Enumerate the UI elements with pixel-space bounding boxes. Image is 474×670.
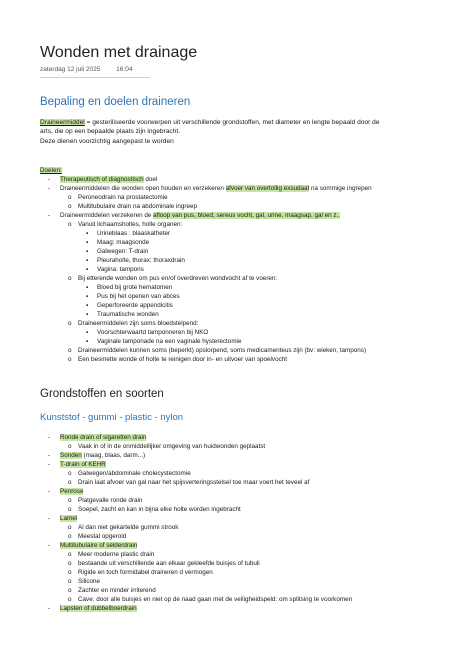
page-datetime bbox=[40, 66, 132, 73]
goal-2-sub-2: Multitubulaire drain na abdominale ingreep bbox=[78, 203, 198, 210]
bullet-dash: - bbox=[48, 605, 51, 612]
material-item-4: Penrose bbox=[60, 488, 84, 495]
bullet-square: ▪ bbox=[86, 257, 89, 264]
bullet-square: ▪ bbox=[86, 293, 89, 300]
bullet-circle: o bbox=[68, 497, 72, 504]
page-time: 16:04 bbox=[116, 66, 133, 73]
bullet-square: ▪ bbox=[86, 338, 89, 345]
material-item-7: Lapsten of dubbelboerdrain bbox=[60, 605, 137, 612]
definition-line-2: arts, die op een bepaalde plaats zijn ingebracht. bbox=[40, 128, 181, 136]
bullet-square: ▪ bbox=[86, 284, 89, 291]
bullet-square: ▪ bbox=[86, 230, 89, 237]
bullet-circle: o bbox=[68, 479, 72, 486]
material-item-1-sub-1: Vaak in of in de onmiddellijker omgeving van huidwonden geplaatst bbox=[78, 443, 266, 450]
goal-3-sub-5: Een besmette wonde of holte te reinigen door in- en uitvoer van spoelvocht bbox=[78, 356, 287, 363]
bullet-circle: o bbox=[68, 551, 72, 558]
goal-3-sub-2-item-1: Bloed bij grote hematomen bbox=[97, 284, 173, 291]
bullet-circle: o bbox=[68, 533, 72, 540]
bullet-dash: - bbox=[48, 515, 51, 522]
definition-paragraph bbox=[40, 118, 440, 146]
bullet-dash: - bbox=[48, 452, 51, 459]
material-item-3-sub-1: Galwegen/abdominale cholecystectomie bbox=[78, 470, 191, 477]
bullet-circle: o bbox=[68, 569, 72, 576]
goal-3-sub-1-item-1: Urineblaas : blaaskatheter bbox=[97, 230, 171, 237]
bullet-dash: - bbox=[48, 176, 51, 183]
material-item-5-sub-1: Al dan niet gekartelde gummi strook bbox=[78, 524, 179, 531]
goal-3-sub-2-item-3: Geperforeerde appendicitis bbox=[97, 302, 173, 309]
material-item-6-sub-3: Rigide en toch formidabel draineren d vermogen bbox=[78, 569, 213, 576]
definition-term: Draineermiddel bbox=[40, 119, 85, 126]
material-item-5-sub-2: Meestal opgerold bbox=[78, 533, 127, 540]
bullet-dash: - bbox=[48, 434, 51, 441]
goal-3-sub-2-item-2: Pus bij het openen van abces bbox=[97, 293, 180, 300]
heading-grondstoffen: Grondstoffen en soorten bbox=[40, 388, 164, 400]
bullet-circle: o bbox=[68, 560, 72, 567]
goal-3-sub-1: Vanuit lichaamsholtes, holle organen: bbox=[78, 221, 183, 228]
material-item-6-sub-2: bestaande uit verschillende aan elkaar gekleefde buisjes of tubuli bbox=[78, 560, 260, 567]
goal-3-sub-3-item-2: Vaginale tamponade na een vaginale hysterectomie bbox=[97, 338, 242, 345]
bullet-circle: o bbox=[68, 596, 72, 603]
goal-3: Draineermiddelen verzekeren de afloop van pus, bloed, sereus vocht, gal, urine, maagsap, gal en z.. bbox=[60, 212, 341, 219]
goal-2-sub-1: Peroneodrain na prostatectomie bbox=[78, 194, 168, 201]
bullet-square: ▪ bbox=[86, 311, 89, 318]
bullet-square: ▪ bbox=[86, 266, 89, 273]
bullet-circle: o bbox=[68, 203, 72, 210]
material-item-6-sub-5: Zachter en minder irriterend bbox=[78, 587, 156, 594]
bullet-square: ▪ bbox=[86, 239, 89, 246]
material-item-6-sub-4: Silicone bbox=[78, 578, 101, 585]
goal-3-sub-3: Draineermiddelen zijn soms bloedstelpend: bbox=[78, 320, 199, 327]
bullet-circle: o bbox=[68, 506, 72, 513]
heading-bepaling: Bepaling en doelen draineren bbox=[40, 96, 191, 108]
goal-3-sub-2: Bij etterende wonden om pus en/of overdreven wondvocht af te voeren: bbox=[78, 275, 278, 282]
goal-3-sub-1-item-3: Galwegen: T-drain bbox=[97, 248, 149, 255]
goal-3-sub-1-item-4: Pleuraholte, thorax: thoraxdrain bbox=[97, 257, 185, 264]
page-date: zaterdag 12 juli 2025 bbox=[40, 66, 101, 73]
goal-1: Therapeutisch of diagnostisch doel bbox=[60, 176, 158, 183]
material-item-4-sub-1: Platgevalle ronde drain bbox=[78, 497, 143, 504]
material-item-3: T-drain of KEHR bbox=[60, 461, 106, 468]
definition-line-3: Deze dienen voorzichtig aangepast te worden bbox=[40, 137, 174, 145]
bullet-dash: - bbox=[48, 542, 51, 549]
bullet-circle: o bbox=[68, 320, 72, 327]
goal-3-sub-3-item-1: Voorschterwaartd tamponneren bij NKO bbox=[97, 329, 209, 336]
bullet-square: ▪ bbox=[86, 248, 89, 255]
material-item-5: Lamel bbox=[60, 515, 78, 522]
definition-line-1: Draineermiddel = gesteriliseerde voorwerpen uit verschillende grondstoffen, met diameter en lengte bepaald door de bbox=[40, 119, 380, 126]
bullet-circle: o bbox=[68, 347, 72, 354]
material-item-3-sub-2: Drain laat afvoer van gal naar het spijsverteringsstelsel toe maar voert het teveel af bbox=[78, 479, 310, 486]
bullet-circle: o bbox=[68, 221, 72, 228]
page-title: Wonden met drainage bbox=[40, 44, 198, 61]
bullet-dash: - bbox=[48, 461, 51, 468]
bullet-dash: - bbox=[48, 185, 51, 192]
material-item-4-sub-2: Soepel, zacht en kan in bijna elke holte worden ingebracht bbox=[78, 506, 241, 513]
bullet-circle: o bbox=[68, 578, 72, 585]
title-divider bbox=[40, 77, 150, 78]
bullet-circle: o bbox=[68, 587, 72, 594]
bullet-circle: o bbox=[68, 356, 72, 363]
subheading-materials: Kunststof - gummi - plastic - nylon bbox=[40, 412, 184, 423]
material-item-1: Ronde drain of sigaretten drain bbox=[60, 434, 147, 441]
material-item-6-sub-6: Cave: door alle buisjes en niet op de naad gaan met de veiligheidspeld: om splitsing te voorkomen bbox=[78, 596, 353, 603]
bullet-circle: o bbox=[68, 275, 72, 282]
bullet-circle: o bbox=[68, 524, 72, 531]
bullet-circle: o bbox=[68, 194, 72, 201]
bullet-circle: o bbox=[68, 470, 72, 477]
material-item-6: Multitubulaire of selderdrain bbox=[60, 542, 138, 549]
bullet-dash: - bbox=[48, 212, 51, 219]
bullet-dash: - bbox=[48, 488, 51, 495]
goal-3-sub-4: Draineermiddelen kunnen soms (beperkt) opslorpend, soms medicamenteus zijn (bv: wieken, tampons) bbox=[78, 347, 367, 354]
bullet-square: ▪ bbox=[86, 329, 89, 336]
goal-2: Draineermiddelen die wonden open houden en verzekeren afvoer van overtollig exsudaat na sommige ingrepen bbox=[60, 185, 372, 192]
goal-3-sub-2-item-4: Traumatische wonden bbox=[97, 311, 159, 318]
goal-3-sub-1-item-2: Maag: maagsonde bbox=[97, 239, 150, 246]
goal-3-sub-1-item-5: Vagina: tampons bbox=[97, 266, 144, 273]
goals-label: Doelen: bbox=[40, 167, 62, 174]
material-item-6-sub-1: Meer moderne plastic drain bbox=[78, 551, 155, 558]
bullet-circle: o bbox=[68, 443, 72, 450]
bullet-square: ▪ bbox=[86, 302, 89, 309]
material-item-2: Sonden (maag, blaas, darm...) bbox=[60, 452, 146, 459]
